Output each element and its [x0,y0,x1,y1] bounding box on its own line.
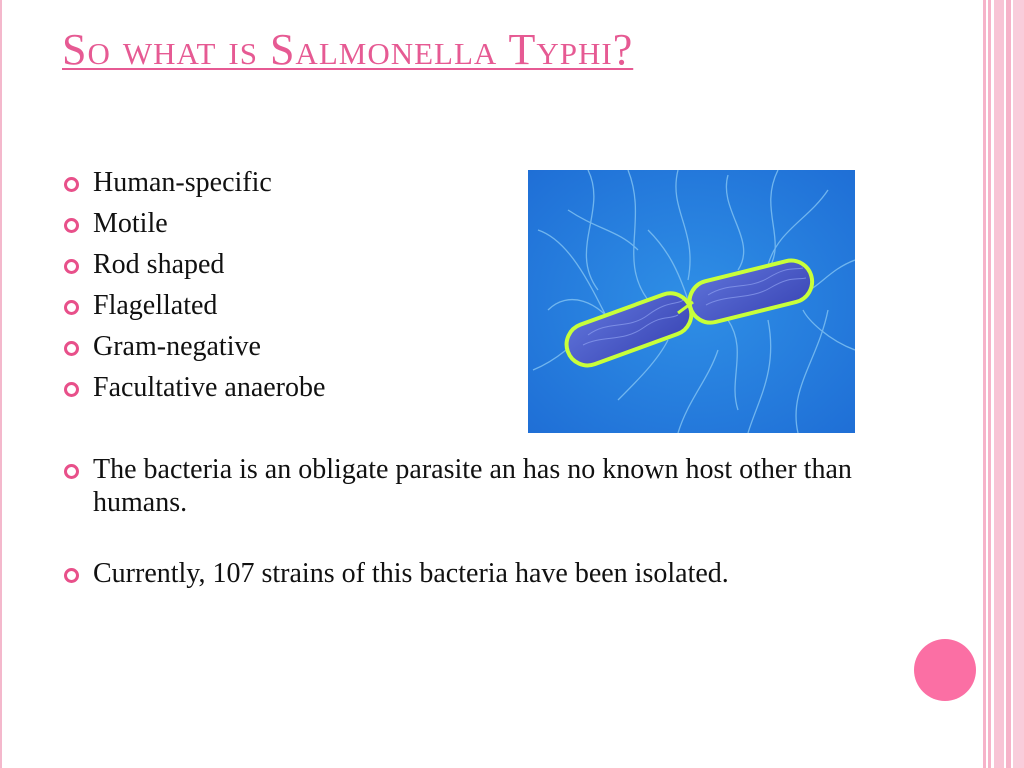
list-item [64,453,944,519]
bullet-icon [64,464,79,479]
list-item [64,369,514,410]
list-item [64,246,514,287]
list-item-text: Facultative anaerobe [93,372,326,403]
bullet-icon [64,177,79,192]
bullet-icon [64,218,79,233]
list-item [64,164,514,205]
list-item-text: Motile [93,208,168,239]
decorative-stripe [1013,0,1024,768]
bullet-icon [64,259,79,274]
slide-title: So what is Salmonella Typhi? [62,25,634,74]
decorative-stripe [983,0,986,768]
list-item-text: Flagellated [93,290,218,321]
decorative-stripe [994,0,1004,768]
left-border [0,0,2,768]
list-item [64,328,514,369]
description-list [64,453,944,628]
decorative-circle [914,639,976,701]
list-item-text: Rod shaped [93,249,225,280]
bullet-icon [64,341,79,356]
paragraph-text: The bacteria is an obligate parasite an has no known host other than humans. [93,454,852,518]
decorative-stripe [988,0,991,768]
list-item [64,557,944,590]
paragraph-text: Currently, 107 strains of this bacteria have been isolated. [93,558,729,589]
list-item-text: Gram-negative [93,331,261,362]
list-item [64,287,514,328]
list-item [64,205,514,246]
decorative-stripe [1006,0,1011,768]
bullet-icon [64,300,79,315]
characteristics-list [64,164,514,410]
salmonella-micrograph-image [528,170,855,433]
list-item-text: Human-specific [93,167,272,198]
bullet-icon [64,568,79,583]
bullet-icon [64,382,79,397]
